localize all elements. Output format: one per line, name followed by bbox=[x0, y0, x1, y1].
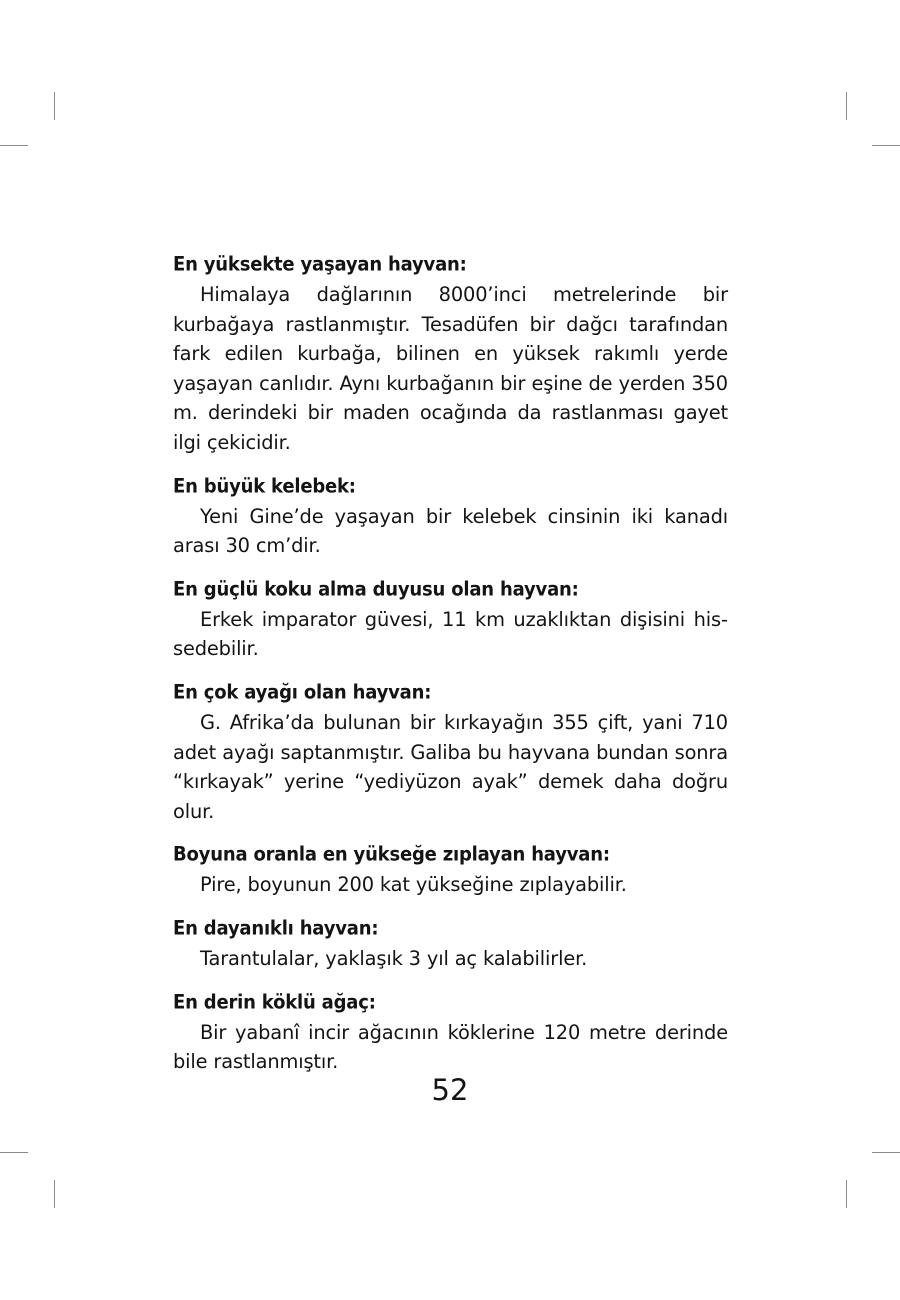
section-body: Tarantulalar, yaklaşık 3 yıl aç kalabilirler. bbox=[200, 946, 588, 970]
section-heading: En güçlü koku alma duyusu olan hayvan: bbox=[173, 577, 579, 601]
section-heading: Boyuna oranla en yükseğe zıplayan hayvan: bbox=[173, 843, 610, 867]
section-body: Erkek imparator güvesi, 11 km uzaklıktan dişisini hissedebilir. bbox=[173, 607, 728, 661]
crop-mark-top-right-horizontal bbox=[872, 145, 900, 146]
section-body: Himalaya dağlarının 8000’inci metrelerinde bir kurbağaya rastlanmıştır. Tesadüfen bir dağcı tarafından fark edilen kurbağa, bilinen en yüksek rakımlı yerde yaşayan canlıdır. Aynı kurbağanın bir eşine de yerden 350 m. derindeki bir maden ocağında da rastlanması gayet ilgi çekicidir. bbox=[173, 283, 728, 454]
crop-mark-bottom-left-horizontal bbox=[0, 1152, 28, 1153]
page-content bbox=[173, 250, 728, 1091]
section-highest-living-animal bbox=[173, 250, 728, 458]
section-heading: En çok ayağı olan hayvan: bbox=[173, 681, 432, 704]
section-most-durable bbox=[173, 914, 728, 974]
section-most-legs bbox=[173, 678, 728, 826]
section-body: Yeni Gine’de yaşayan bir kelebek cinsinin iki kanadı arası 30 cm’dir. bbox=[173, 504, 728, 558]
section-body: Pire, boyunun 200 kat yükseğine zıplayabilir. bbox=[200, 873, 627, 897]
section-heading: En yüksekte yaşayan hayvan: bbox=[173, 253, 467, 276]
section-body: Bir yabanî incir ağacının köklerine 120 metre derinde bile rastlanmıştır. bbox=[173, 1020, 728, 1074]
section-heading: En büyük kelebek: bbox=[173, 474, 356, 498]
section-strongest-smell bbox=[173, 575, 728, 664]
section-highest-jumper bbox=[173, 840, 728, 900]
crop-mark-top-left-horizontal bbox=[0, 145, 28, 146]
section-largest-butterfly bbox=[173, 472, 728, 561]
crop-mark-bottom-left-vertical bbox=[54, 1180, 55, 1208]
page-number: 52 bbox=[431, 1073, 469, 1107]
section-deepest-root bbox=[173, 988, 728, 1077]
crop-mark-bottom-right-horizontal bbox=[872, 1152, 900, 1153]
crop-mark-top-left-vertical bbox=[54, 92, 55, 120]
crop-mark-bottom-right-vertical bbox=[846, 1180, 847, 1208]
section-body: G. Afrika’da bulunan bir kırkayağın 355 çift, yani 710 adet ayağı saptanmıştır. Galiba bu hayvana bundan sonra “kırkayak” yerine “yediyüzon ayak” demek daha doğru olur. bbox=[173, 710, 728, 823]
section-heading: En derin köklü ağaç: bbox=[173, 990, 376, 1014]
section-heading: En dayanıklı hayvan: bbox=[173, 917, 379, 940]
crop-mark-top-right-vertical bbox=[846, 92, 847, 120]
